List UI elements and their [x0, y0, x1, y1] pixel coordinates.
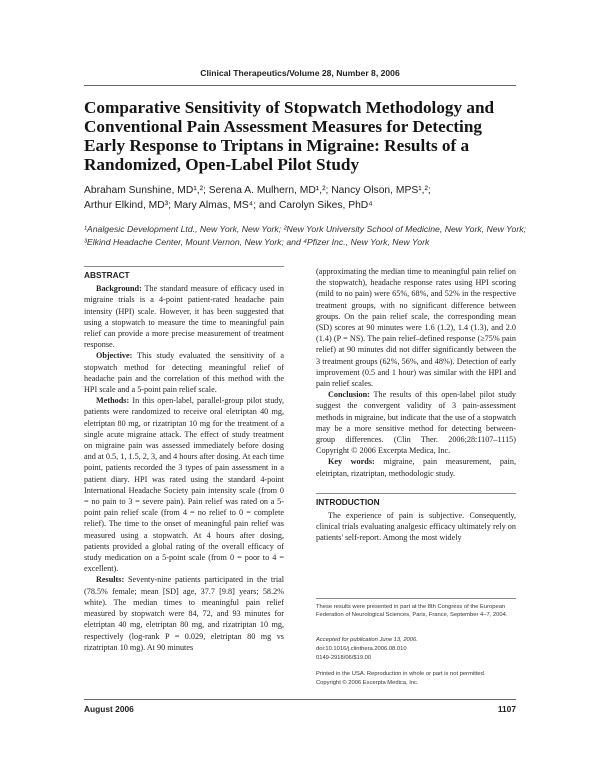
- footnote-issn: 0149-2918/06/$19.00: [316, 655, 372, 661]
- abstract-methods: [84, 395, 284, 574]
- results-continued: (approximating the median time to meaningful pain relief on the stopwatch), headache response rates using HPI scoring (mild to no pain) were 65%, 68%, and 52% in the respective treatment groups, with no significant difference between groups. On the pain relief scale, the corresponding mean (SD) scores at 90 minutes were 1.6 (1.2), 1.4 (1.3), and 2.0 (1.4) (P = NS). The pain relief–defined response (≥75% pain relief) at 90 minutes did not differ significantly between the 3 treatment groups (62%, 56%, and 48%). Detection of early improvement (0.5 and 1 hour) was similar with the HPI and pain relief scales.: [316, 267, 516, 389]
- right-column: [316, 266, 516, 544]
- objective-text: This study evaluated the sensitivity of a stopwatch method for detecting meaningful relief of headache pain and the correlation of this method with the HPI scale and a 5-point pain relief scale.: [84, 351, 284, 395]
- keywords-label: Key words:: [328, 457, 375, 467]
- page-number: 1107: [497, 704, 516, 714]
- footer-date: August 2006: [84, 704, 134, 714]
- abstract-background: [84, 283, 284, 350]
- left-column: [84, 266, 284, 653]
- affiliations: ¹Analgesic Development Ltd., New York, New York; ²New York University School of Medicine, New York, New York; ³Elkind Headache Center, Mount Vernon, New York; and ⁴Pfizer Inc., New York, New York: [84, 224, 526, 247]
- abstract-heading: ABSTRACT: [84, 266, 284, 283]
- introduction-text: The experience of pain is subjective. Consequently, clinical trials evaluating analgesic efficacy ultimately rely on patients' self-report. Among the most widely: [316, 511, 516, 543]
- methods-label: Methods:: [96, 396, 130, 406]
- journal-header: Clinical Therapeutics/Volume 28, Number 8, 2006: [200, 68, 400, 78]
- footnote-copyright: Copyright © 2006 Excerpta Medica, Inc.: [316, 680, 419, 686]
- abstract-results: [84, 574, 284, 652]
- conclusion-label: Conclusion:: [328, 390, 370, 400]
- introduction-heading: INTRODUCTION: [316, 493, 516, 510]
- header-divider: [84, 85, 516, 86]
- background-text: The standard measure of efficacy used in migraine trials is a 4-point patient-rated headache pain intensity (HPI) scale. However, it has been suggested that using a stopwatch to measure the time to meaningful pain relief can provide a more precise measurement of treatment response.: [84, 284, 284, 350]
- authors-line-2: Arthur Elkind, MD³; Mary Almas, MS⁴; and Carolyn Sikes, PhD⁴: [84, 200, 373, 211]
- methods-text: In this open-label, parallel-group pilot study, patients were randomized to receive oral eletriptan 40 mg, eletriptan 80 mg, or rizatriptan 10 mg for the treatment of a single acute migraine attack. The effect of study treatment on migraine pain was assessed immediately before dosing and at 0.5, 1, 1.5, 2, 3, and 4 hours after dosing. At each time point, patients recorded the 3 types of pain assessment in a patient diary. HPI was rated using the standard 4-point International Headache Society pain intensity scale (from 0 = no pain to 3 = severe pain). Pain relief was rated on a 5-point pain relief scale (from 4 = no relief to 0 = complete relief). The time to the onset of meaningful pain relief was measured using a stopwatch. At 4 hours after dosing, patients provided a global rating of the overall efficacy of study medication on a 5-point scale (from 0 = poor to 4 = excellent).: [84, 396, 284, 574]
- results-text: Seventy-nine patients participated in the trial (78.5% female; mean [SD] age, 37.7 [9.8] years; 58.2% white). The median times to meaningful pain relief measured by stopwatch were 84, 72, and 93 minutes for eletriptan 40 mg, eletriptan 80 mg, and rizatriptan 10 mg, respectively (log-rank P = 0.029, eletriptan 80 mg vs rizatriptan 10 mg). At 90 minutes: [84, 575, 284, 652]
- abstract-objective: [84, 350, 284, 395]
- background-label: Background:: [96, 284, 142, 294]
- results-label: Results:: [96, 575, 125, 585]
- footnote-accepted: Accepted for publication June 13, 2006.: [316, 637, 418, 643]
- footer-divider: [84, 699, 516, 700]
- footnote-doi: doi:10.1016/j.clinthera.2006.08.010: [316, 646, 407, 652]
- conclusion-text: The results of this open-label pilot study suggest the convergent validity of 3 pain-assessment methods in migraine, but indicate that the use of a stopwatch may be a more sensitive method for detecting between-group differences. (Clin Ther. 2006;28:1107–1115) Copyright © 2006 Excerpta Medica, Inc.: [316, 390, 517, 456]
- keywords-text: migraine, pain measurement, pain, eletriptan, rizatriptan, methodologic study.: [316, 457, 516, 478]
- abstract-keywords: [316, 456, 516, 478]
- footnote-divider: [316, 598, 516, 599]
- article-title: Comparative Sensitivity of Stopwatch Methodology and Conventional Pain Assessment Measures for Detecting Early Response to Triptans in Migraine: Results of a Randomized, Open-Label Pilot Study: [84, 98, 495, 174]
- abstract-conclusion: [316, 389, 516, 456]
- authors-line-1: Abraham Sunshine, MD¹,²; Serena A. Mulhern, MD¹,²; Nancy Olson, MPS¹,²;: [84, 185, 431, 196]
- author-list: [84, 183, 534, 213]
- footnote-printed: Printed in the USA. Reproduction in whole or part is not permitted.: [316, 671, 486, 677]
- objective-label: Objective:: [96, 351, 133, 361]
- footnote-presented: These results were presented in part at the 8th Congress of the European Federation of Neurological Sciences, Paris, France, September 4–7, 2004.: [316, 604, 508, 619]
